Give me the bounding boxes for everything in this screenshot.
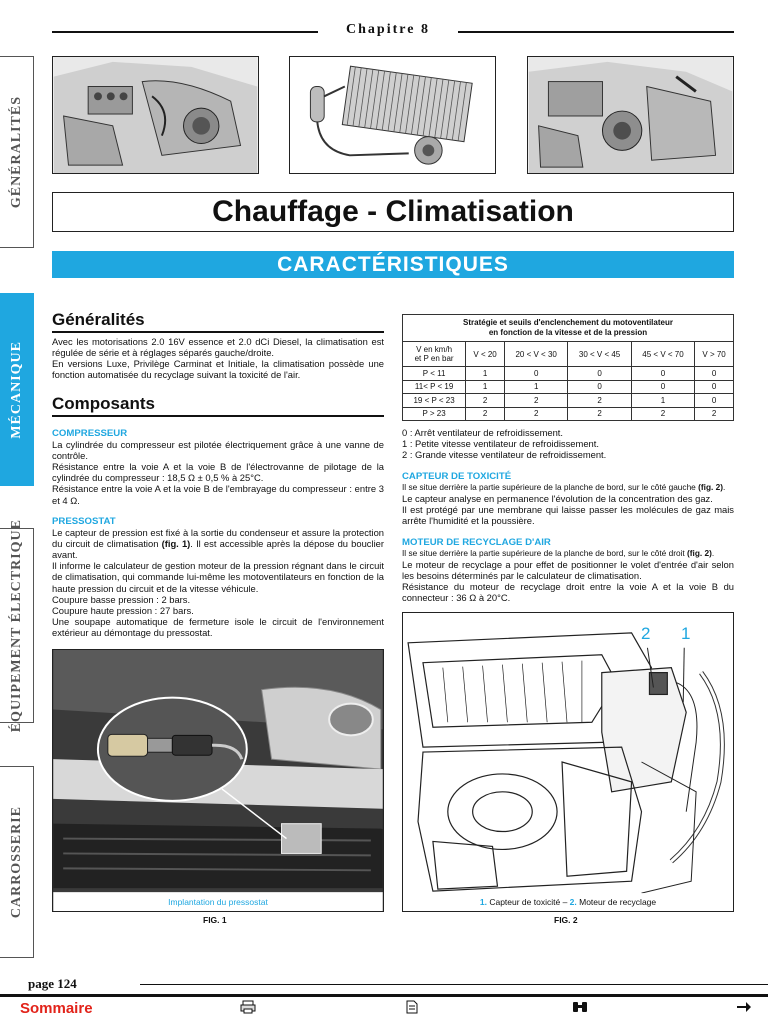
table-row-label: 19 < P < 23 [403, 394, 466, 408]
heading-composants: Composants [52, 394, 155, 413]
table-title-line-1: Stratégie et seuils d'enclenchement du motoventilateur [463, 318, 673, 327]
fig2-caption-text-2: Moteur de recyclage [576, 897, 657, 907]
table-cell: 2 [466, 394, 505, 408]
table-row [403, 367, 734, 381]
fig1-reference: (fig. 1) [161, 538, 191, 550]
table-cell: 1 [466, 380, 505, 394]
table-cell: 0 [631, 367, 694, 381]
fig1-caption: Implantation du pressostat [168, 897, 268, 907]
table-cell: 0 [695, 380, 734, 394]
table-cell: 2 [695, 407, 734, 421]
footer-thin-rule [140, 984, 768, 985]
fig2-label: FIG. 2 [554, 915, 578, 925]
pressostat-line: Il informe le calculateur de gestion moteur de la pression régnant dans le circuit de climatisation, qui commande lui-même les motoventilateurs en fonction de la haute pression du circuit et de la vitesse véhicule. [52, 560, 384, 594]
binoculars-icon[interactable] [571, 1000, 589, 1018]
table-column-header: 20 < V < 30 [504, 342, 567, 367]
table-legend-line: 2 : Grande vitesse ventilateur de refroidissement. [402, 449, 607, 461]
table-cell: 2 [568, 394, 631, 408]
chapter-title: Chapitre 8 [318, 22, 458, 38]
table-cell: 0 [568, 367, 631, 381]
arrow-right-icon[interactable] [736, 1000, 752, 1017]
pressostat-text-b: . Il est accessible après la dépose du bouclier avant. [52, 538, 384, 561]
compresseur-section [52, 428, 384, 506]
moteur-recyclage-line: Le moteur de recyclage a pour effet de positionner le volet d'entrée d'air selon les besoins déterminés par le calculateur de climatisation. [402, 559, 734, 582]
table-title [403, 315, 734, 342]
tab-generalites[interactable] [0, 56, 34, 248]
moteur-recyclage-title: MOTEUR DE RECYCLAGE D'AIR [402, 537, 551, 548]
table-corner-line-2: et P en bar [414, 354, 454, 363]
printer-icon[interactable] [240, 1000, 256, 1018]
moteur-recyclage-location [402, 548, 734, 559]
recyclage-location-a: Il se situe derrière la partie supérieure de la planche de bord, sur le côté droit [402, 548, 688, 559]
table-row-label: 11< P < 19 [403, 380, 466, 394]
recyclage-location-b: . [711, 548, 715, 559]
header-rule-right [458, 31, 734, 33]
fig2-reference: (fig. 2) [698, 482, 723, 493]
table-cell: 2 [568, 407, 631, 421]
table-row [403, 380, 734, 394]
compresseur-line: Résistance entre la voie A et la voie B de l'électrovanne de pilotage de la cylindrée du compresseur : 18,5 Ω ± 0,5 % à 25°C. [52, 461, 384, 484]
capteur-toxicite-line: Le capteur analyse en permanence l'évolution de la concentration des gaz. [402, 493, 713, 505]
table-cell: 2 [504, 407, 567, 421]
pressostat-paragraph-1 [52, 527, 384, 560]
fig2-callout-2: 2 [641, 624, 651, 643]
generalites-paragraph-1: Avec les motorisations 2.0 16V essence et 2.0 dCi Diesel, la climatisation est régulée de série et à réglages séparés gauche/droite. [52, 336, 384, 359]
fig2-caption-num-2: 2. [569, 897, 577, 907]
tab-mecanique[interactable] [0, 293, 34, 486]
fig2-reference: (fig. 2) [687, 548, 712, 559]
table-corner-header [403, 342, 466, 367]
tab-carrosserie[interactable] [0, 766, 34, 958]
fig2-caption-num-1: 1. [479, 897, 487, 907]
table-cell: 1 [631, 394, 694, 408]
fig2-caption [402, 897, 734, 907]
table-legend-line: 0 : Arrêt ventilateur de refroidissement. [402, 427, 564, 438]
pressostat-line: Coupure haute pression : 27 bars. [52, 604, 194, 616]
pressostat-line: Une soupape automatique de fermeture isole le circuit de l'environnement extérieur au démontage du pressostat. [52, 615, 384, 638]
heading-generalites: Généralités [52, 310, 145, 329]
motoventilateur-strategy-table [402, 314, 734, 421]
tab-carrosserie-label: CARROSSERIE [8, 805, 24, 919]
table-corner-line-1: V en km/h [416, 345, 453, 354]
dashboard-right-illustration [527, 56, 734, 174]
table-cell: 2 [631, 407, 694, 421]
table-cell: 0 [695, 394, 734, 408]
compresseur-title: COMPRESSEUR [52, 428, 128, 439]
fig1-label: FIG. 1 [203, 915, 227, 925]
heading-generalites-rule [52, 331, 384, 333]
table-row-label: P < 11 [403, 367, 466, 381]
fig1-pressostat-photo [52, 649, 384, 912]
footer-rule [0, 994, 768, 997]
generalites-text [52, 336, 384, 380]
fig2-callout-1: 1 [681, 624, 691, 643]
table-cell: 1 [466, 367, 505, 381]
document-icon[interactable] [406, 1000, 418, 1018]
fig2-diagram [402, 612, 734, 912]
moteur-recyclage-section [402, 537, 734, 604]
table-cell: 0 [631, 380, 694, 394]
pressostat-text-a: Le capteur de pression est fixé à la sortie du condenseur et assure la protection du circuit de climatisation [52, 527, 384, 550]
table-row-label: P > 23 [403, 407, 466, 421]
fig2-caption-text-1: Capteur de toxicité – [486, 897, 570, 907]
generalites-paragraph-2: En versions Luxe, Privilège Carminat et Initiale, la climatisation possède une fonction automatisée du recyclage suivant la toxicité de l'air. [52, 358, 384, 381]
table-cell: 0 [695, 367, 734, 381]
capteur-toxicite-section [402, 471, 734, 526]
table-column-header: 45 < V < 70 [631, 342, 694, 367]
compresseur-line: Résistance entre la voie A et la voie B de l'embrayage du compresseur : entre 3 et 4 Ω. [52, 483, 384, 506]
table-cell: 0 [568, 380, 631, 394]
section-banner: CARACTÉRISTIQUES [52, 251, 734, 278]
capteur-toxicite-title: CAPTEUR DE TOXICITÉ [402, 471, 512, 482]
moteur-recyclage-line: Résistance du moteur de recyclage droit entre la voie A et la voie B du connecteur : 36 Ω à 20°C. [402, 581, 734, 604]
tab-equipement-electrique-label: ÉQUIPEMENT ÉLECTRIQUE [8, 518, 24, 733]
table-column-header: V > 70 [695, 342, 734, 367]
dashboard-left-illustration [52, 56, 259, 174]
page-number: page 124 [28, 976, 77, 991]
table-legend [402, 427, 734, 460]
compresseur-line: La cylindrée du compresseur est pilotée électriquement grâce à une vanne de contrôle. [52, 439, 384, 462]
sommaire-link[interactable]: Sommaire [20, 1000, 93, 1017]
table-row [403, 394, 734, 408]
tab-generalites-label: GÉNÉRALITÉS [8, 95, 24, 209]
toxicite-location-b: . [723, 482, 726, 493]
table-title-line-2: en fonction de la vitesse et de la pression [488, 328, 648, 337]
header-rule-left [52, 31, 318, 33]
page-title: Chauffage - Climatisation [52, 192, 734, 232]
table-cell: 0 [504, 367, 567, 381]
heading-composants-rule [52, 415, 384, 417]
tab-equipement-electrique[interactable] [0, 518, 34, 733]
capteur-toxicite-location [402, 482, 734, 493]
table-column-header: V < 20 [466, 342, 505, 367]
tab-mecanique-label: MÉCANIQUE [9, 340, 24, 439]
pressostat-section [52, 516, 384, 638]
pressostat-line: Coupure basse pression : 2 bars. [52, 593, 191, 605]
condenser-compressor-illustration [289, 56, 496, 174]
table-cell: 2 [466, 407, 505, 421]
pressostat-title: PRESSOSTAT [52, 516, 116, 527]
toxicite-location-a: Il se situe derrière la partie supérieure de la planche de bord, sur le côté gauche [402, 482, 699, 493]
table-row [403, 407, 734, 421]
capteur-toxicite-line: Il est protégé par une membrane qui laisse passer les molécules de gaz mais arrête l'humidité et la poussière. [402, 504, 734, 527]
table-cell: 1 [504, 380, 567, 394]
table-legend-line: 1 : Petite vitesse ventilateur de refroidissement. [402, 438, 599, 450]
table-column-header: 30 < V < 45 [568, 342, 631, 367]
table-cell: 2 [504, 394, 567, 408]
